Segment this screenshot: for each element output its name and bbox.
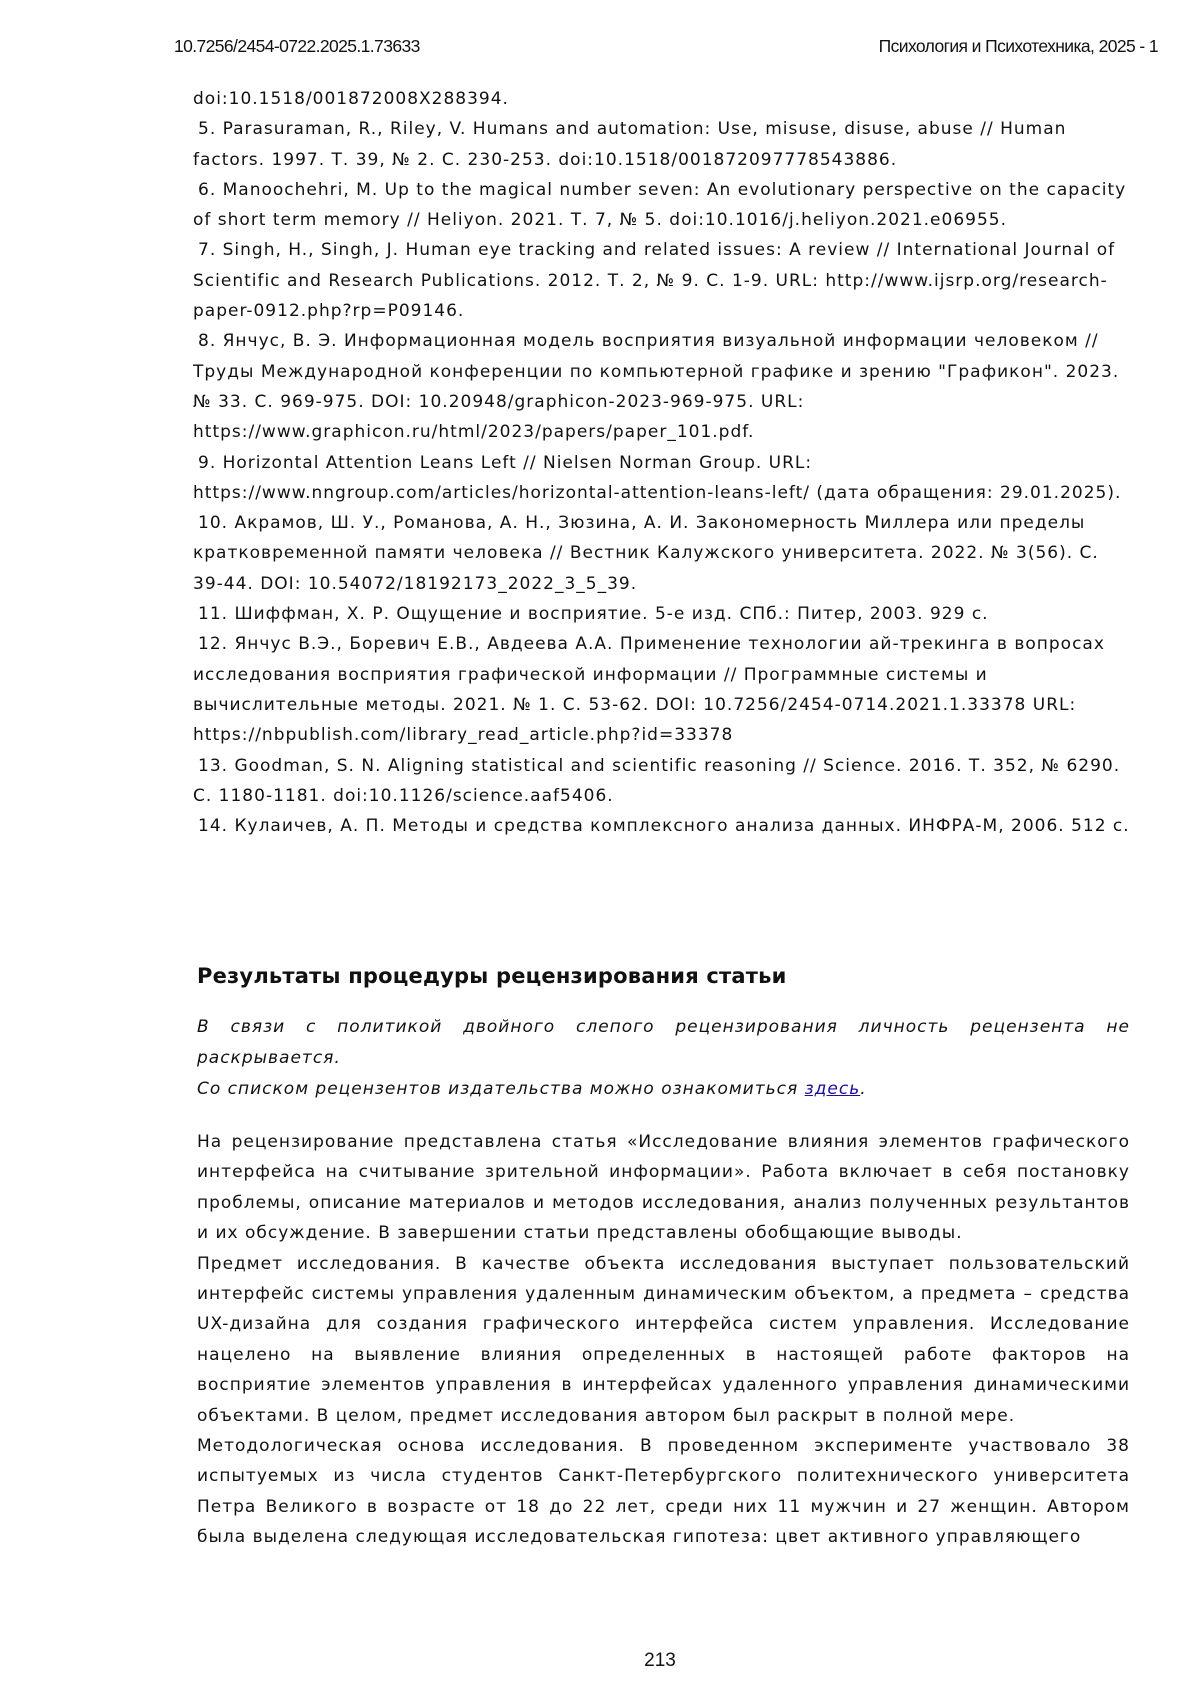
- reference-item: 9. Horizontal Attention Leans Left // Nielsen Norman Group. URL: https://www.nngroup.com/articles/horizontal-attention-leans-left/ (дата обращения: 29.01.2025).: [193, 448, 1133, 509]
- review-body: [197, 1127, 1130, 1553]
- reference-item: 8. Янчус, В. Э. Информационная модель восприятия визуальной информации человеком // Труды Международной конференции по компьютерной графике и зрению "Графикон". 2023. № 33. С. 969-975. DOI: 10.20948/graphicon-2023-969-975. URL: https://www.graphicon.ru/html/2023/papers/paper_101.pdf.: [193, 326, 1133, 447]
- reference-item: doi:10.1518/001872008X288394.: [193, 84, 1133, 114]
- reference-item: 13. Goodman, S. N. Aligning statistical and scientific reasoning // Science. 2016. Т. 352, № 6290. С. 1180-1181. doi:10.1126/science.aaf5406.: [193, 751, 1133, 812]
- blind-review-note: В связи с политикой двойного слепого рецензирования личность рецензента не раскрывается.: [197, 1012, 1130, 1074]
- reference-item: 7. Singh, H., Singh, J. Human eye tracking and related issues: A review // International Journal of Scientific and Research Publications. 2012. Т. 2, № 9. С. 1-9. URL: http://www.ijsrp.org/research-paper-0912.php?rp=P09146.: [193, 235, 1133, 326]
- review-paragraph: На рецензирование представлена статья «Исследование влияния элементов графического интерфейса на считывание зрительной информации». Работа включает в себя постановку проблемы, описание материалов и методов исследования, анализ полученных результантов и их обсуждение. В завершении статьи представлены обобщающие выводы.: [197, 1127, 1130, 1249]
- reference-item: 11. Шиффман, Х. Р. Ощущение и восприятие. 5-е изд. СПб.: Питер, 2003. 929 с.: [193, 599, 1133, 629]
- reference-item: 5. Parasuraman, R., Riley, V. Humans and automation: Use, misuse, disuse, abuse // Human factors. 1997. Т. 39, № 2. С. 230-253. doi:10.1518/001872097778543886.: [193, 114, 1133, 175]
- reference-item: 10. Акрамов, Ш. У., Романова, А. Н., Зюзина, А. И. Закономерность Миллера или пределы кратковременной памяти человека // Вестник Калужского университета. 2022. № 3(56). С. 39-44. DOI: 10.54072/18192173_2022_3_5_39.: [193, 508, 1133, 599]
- reviewers-list-link[interactable]: здесь: [805, 1079, 861, 1099]
- header-doi: 10.7256/2454-0722.2025.1.73633: [174, 36, 420, 57]
- reference-item: 12. Янчус В.Э., Боревич Е.В., Авдеева А.А. Применение технологии ай-трекинга в вопросах исследования восприятия графической информации // Программные системы и вычислительные методы. 2021. № 1. С. 53-62. DOI: 10.7256/2454-0714.2021.1.33378 URL: https://nbpublish.com/library_read_article.php?id=33378: [193, 629, 1133, 750]
- reference-item: 6. Manoochehri, M. Up to the magical number seven: An evolutionary perspective on the capacity of short term memory // Heliyon. 2021. Т. 7, № 5. doi:10.1016/j.heliyon.2021.e06955.: [193, 175, 1133, 236]
- header-journal: Психология и Психотехника, 2025 - 1: [879, 36, 1158, 57]
- review-paragraph: Предмет исследования. В качестве объекта исследования выступает пользовательский интерфейс системы управления удаленным динамическим объектом, а предмета – средства UX-дизайна для создания графического интерфейса систем управления. Исследование нацелено на выявление влияния определенных в настоящей работе факторов на восприятие элементов управления в интерфейсах удаленного управления динамическими объектами. В целом, предмет исследования автором был раскрыт в полной мере.: [197, 1249, 1130, 1431]
- page-number: 213: [0, 1650, 1200, 1672]
- review-paragraph: Методологическая основа исследования. В проведенном эксперименте участвовало 38 испытуемых из числа студентов Санкт-Петербургского политехнического университета Петра Великого в возрасте от 18 до 22 лет, среди них 11 мужчин и 27 женщин. Автором была выделена следующая исследовательская гипотеза: цвет активного управляющего: [197, 1431, 1130, 1553]
- reviewers-list-note: Со списком рецензентов издательства можно ознакомиться здесь.: [197, 1074, 1130, 1105]
- review-notes: [197, 1012, 1130, 1105]
- review-section-title: Результаты процедуры рецензирования статьи: [197, 964, 787, 988]
- reference-list: [193, 84, 1133, 841]
- reference-item: 14. Кулаичев, А. П. Методы и средства комплексного анализа данных. ИНФРА-М, 2006. 512 с.: [193, 811, 1133, 841]
